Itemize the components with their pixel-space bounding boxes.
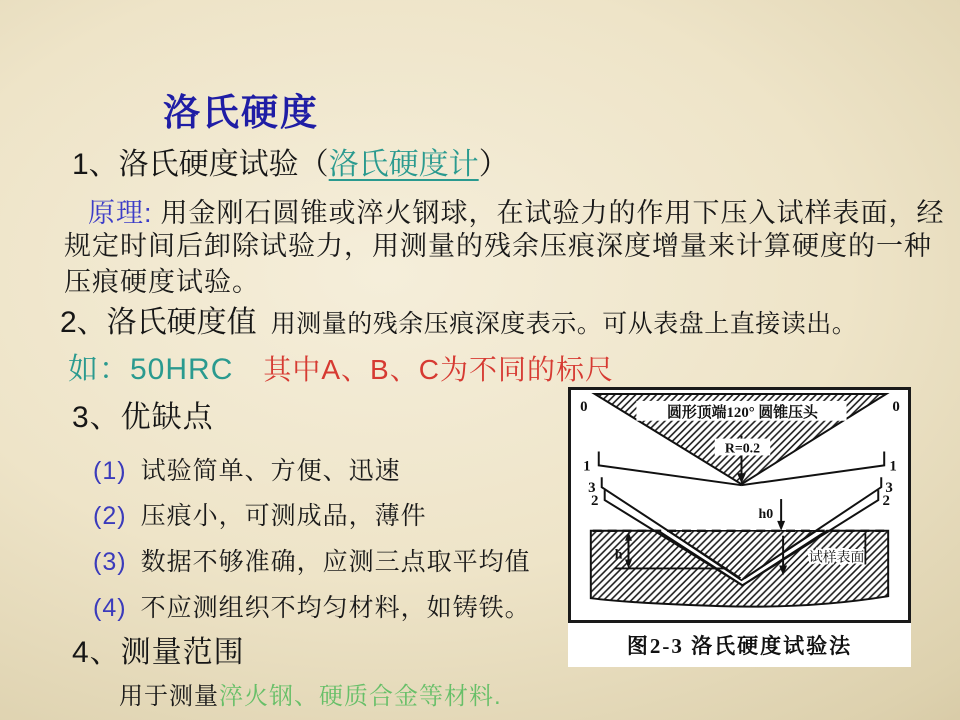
item-number: (4)	[93, 594, 127, 622]
section4-usage	[119, 676, 502, 711]
item-number: (3)	[93, 548, 127, 576]
principle-line-3: 压痕硬度试验。	[64, 267, 260, 297]
scales-note: 其中A、B、C为不同的标尺	[263, 354, 614, 385]
page-title: 洛氏硬度	[163, 92, 319, 133]
cone-label: 圆形顶端120° 圆锥压头	[667, 404, 818, 421]
tick-right-1: 1	[889, 458, 897, 475]
item-number: (2)	[93, 502, 127, 530]
example-hrc: 如：50HRC	[68, 353, 234, 386]
list-item	[93, 588, 531, 624]
h-label: h	[614, 547, 623, 563]
section3-heading: 3、优缺点	[72, 401, 214, 434]
rockwell-diagram-svg	[571, 390, 908, 620]
section1-heading-suffix: ）	[478, 148, 509, 181]
h0-label: h0	[758, 506, 774, 522]
tick-left-0: 0	[580, 398, 588, 415]
item-text: 试验简单、方便、迅速	[140, 457, 401, 485]
rockwell-test-figure	[568, 387, 911, 667]
usage-materials: 淬火钢、硬质合金等材料.	[219, 683, 502, 710]
radius-label: R=0.2	[724, 441, 761, 457]
tick-right-0: 0	[892, 398, 900, 415]
principle-line-2: 规定时间后卸除试验力，用测量的残余压痕深度增量来计算硬度的一种	[64, 231, 932, 261]
item-text: 压痕小，可测成品，薄件	[140, 502, 427, 530]
section2-description: 用测量的残余压痕深度表示。可从表盘上直接读出。	[270, 310, 858, 338]
section2-example	[68, 344, 614, 388]
surface-label: 试样表面	[808, 550, 865, 566]
section4-heading: 4、测量范围	[72, 636, 245, 669]
list-item	[93, 542, 531, 578]
h0-arrowhead	[777, 521, 785, 531]
section1-heading-prefix: 1、洛氏硬度试验（	[72, 148, 329, 181]
tick-left-1: 1	[583, 458, 591, 475]
figure-caption: 图2-3 洛氏硬度试验法	[568, 623, 911, 667]
rockwell-tester-link[interactable]: 洛氏硬度计	[328, 148, 479, 181]
principle-text-1: 用金刚石圆锥或淬火钢球，在试验力的作用下压入试样表面，经	[160, 198, 945, 228]
item-text: 数据不够准确，应测三点取平均值	[140, 548, 531, 576]
tick-right-3: 3	[885, 480, 893, 497]
section2-heading	[60, 297, 857, 341]
list-item	[93, 451, 401, 487]
usage-prefix: 用于测量	[119, 683, 219, 710]
figure-diagram	[568, 387, 911, 623]
list-item	[93, 496, 427, 532]
tick-left-2: 2	[591, 492, 599, 510]
item-number: (1)	[93, 457, 127, 485]
section1-heading	[72, 139, 509, 183]
item-text: 不应测组织不均匀材料，如铸铁。	[140, 594, 531, 622]
tick-right-2: 2	[882, 492, 890, 510]
principle-label: 原理:	[88, 198, 153, 228]
section2-heading-text: 2、洛氏硬度值	[60, 306, 257, 339]
tick-left-3: 3	[588, 480, 596, 497]
